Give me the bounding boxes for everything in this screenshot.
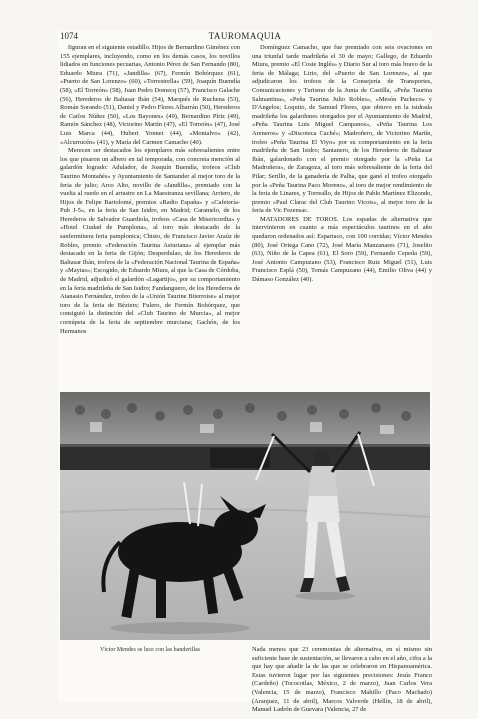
photo-caption: Víctor Mendes se luce con las banderillas [100, 647, 200, 653]
bullfight-photo [60, 392, 430, 640]
page-number: 1074 [60, 31, 78, 41]
paragraph: Merecen ser destacados los ejemplares más sobresalientes entre los que pisaron un albero en tal temporada, con concreta mención al galardón logrado: Adulador, de Joaquín Buendía, trofeos «Club Taurino Montañés» y Ayuntamiento de Santander al mejor toro de la feria de julio; Arco Alto, novillo de «Jandilla», premiado con la vuelta al ruedo en el arrastre en La Maestranza sevillana; Arriero, de Hijos de Felipe Bartolomé, premios «Radio España» y «Cafetería-Pub J-5», en la feria de San Isidro, en Madrid; Caramelo, de los Herederos de Salvador Guardiola, trofeos «Casa de Misericordia» y «Hotel Ciudad de Pamplona», al toro más destacado de la sanfermínera feria pamplonica; Chisto, de Francisco Javier Araúz de Robles, premio «Federación Taurina Asturiana» al ejemplar más destacado en la feria de Gijón; Desperdulao, de los Herederos de Baltasar Ibán, trofeos de la «Federación Nacional Taurina de España» y «Maytas»; Escogido, de Eduardo Miura, al que la Casa de Córdoba, de Madrid, adjudicó el galardón «Lagartijo», por su comportamiento en la feria madrileña de San Isidro; Fandanguero, de los Herederos de Atanasio Fernández, trofeo de la «Unión Taurine Biterroise» al mejor toro de la feria de Béziers; Fulero, de Fermín Bohórquez, que consiguió la distinción del «Club Taurino de Murcia», al mejor cornúpeta de la feria de septiembre murciana; Gachón, de los Hermanos [60, 147, 240, 335]
paragraph: MATADORES DE TOROS. Los espadas de alternativa que intervinieron en cuanto a más espectáculos taurinos en el año quedaron ordenados así: Espartaco, con 100 corridas; Víctor Mendes (80), José Ortega Cano (72), José María Manzanares (71), Joselito (63), Niño de la Capea (61), El Soro (59), Fernando Cepeda (59), José Antonio Campuzano (53), Francisco Ruiz Miguel (51), Luis Francisco Esplá (50), Tomás Campuzano (44), Emilio Oliva (44) y Dámaso González (40). [252, 215, 432, 284]
right-column-continued [252, 646, 432, 714]
left-column [60, 44, 240, 388]
paragraph: Domínguez Camacho, que fue premiado con seis ovaciones en una triunfal tarde madrileña el 30 de mayo; Gallego, de Eduardo Miura, premio «El Coste Inglés» y Diario Sur al toro más bravo de la feria de Málaga; Lirio, del «Puerto de San Lorenzo», al que adjudicaron los trofeos de la Consejería de Transportes, Comunicaciones y Turismo de la Junta de Castilla, «Peña Taurina Salmantina», «Peña Taurina Julio Robles», «Mesón Pacheco» y D'Angelos; Loquito, de Samuel Flores, que obtuvo en la isidrada madrileña los galardones otorgados por el Ayuntamiento de Madrid, «Peña Taurina Luis Miguel Campanos», «Peña Taurina Los Areneros» y «Discoteca Caché»; Madroñero, de Victorino Martín, trofeo «Peña Taurina El Yiyo» por su comportamiento en la feria madrileña de San Isidro; Santanero, de los Herederos de Baltasar Ibán, galardonado con el premio otorgado por la «Peña La Madroñera», de Zaragoza, al toro más sobresaliente de la feria del Pilar; Serillo, de la ganadería de Palha, que ganó el trofeo otorgado por la «Peña Taurina Paco Moreno», al toro de mejor rendimiento de la feria de Linares, y Torreallo, de Hijos de Pablo Martínez Elizondo, premio «Paul Clarac del Club Taurino Vicois», al mejor toro de la feria de Vic Fezensac. [252, 44, 432, 215]
right-column [252, 44, 432, 388]
paragraph: Nada menos que 23 ceremonias de alternativa, en sí mismo sin suficiente base de sustentación, se llevaron a cabo en el año, cifra a la que hay que añadir la de las que se celebraron en Hispanoamérica. Estas tuvieron lugar por las siguientes precisiones: Jesús Franco (Cardeño) (Tococotlas, México, 2 de marzo), Juan Carlos Vera (Valencia, 15 de marzo), Francisco Mahillo (Paco Machado) (Aranjuez, 11 de abril), Marcos Valverde (Hellín, 18 de abril), Manuel Ladrón de Guevara (Valencia, 27 de [252, 646, 432, 714]
paragraph: figuran en el siguiente estadillo. Hijos de Bernardino Giménez con 155 ejemplares, incluyendo, como en los demás casos, los novillos lidiados en funciones pecuarias, Antonio Pérez de San Fernando (80), Eduardo Miura (71), «Jandilla» (67), Fermín Bohórquez (61), «Puerto de San Lorenzo» (60), «Torrestrella» (59), Joaquín Buendía (58), «El Torreón» (58), Juan Pedro Domecq (57), Francisco Galache (56), Herederos de Baltasar Ibán (54), Marqués de Ruchena (53), Román Sorando (51), Daniel y Pedro Flores Albarrán (50), Herederos de Carlos Núñez (50), «Los Bayones» (49), Bernardino Píriz (49), Ramón Sánchez (48), Victorino Martín (47), «El Torreón» (47), José Luis Marca (44), Hubert Yonnet (44), «Montalvo» (42), «Alcurrucén» (41), y María del Carmen Camacho (40). [60, 44, 240, 146]
page-header [60, 31, 430, 43]
running-title: TAUROMAQUIA [208, 31, 282, 41]
photo-image [60, 392, 430, 640]
